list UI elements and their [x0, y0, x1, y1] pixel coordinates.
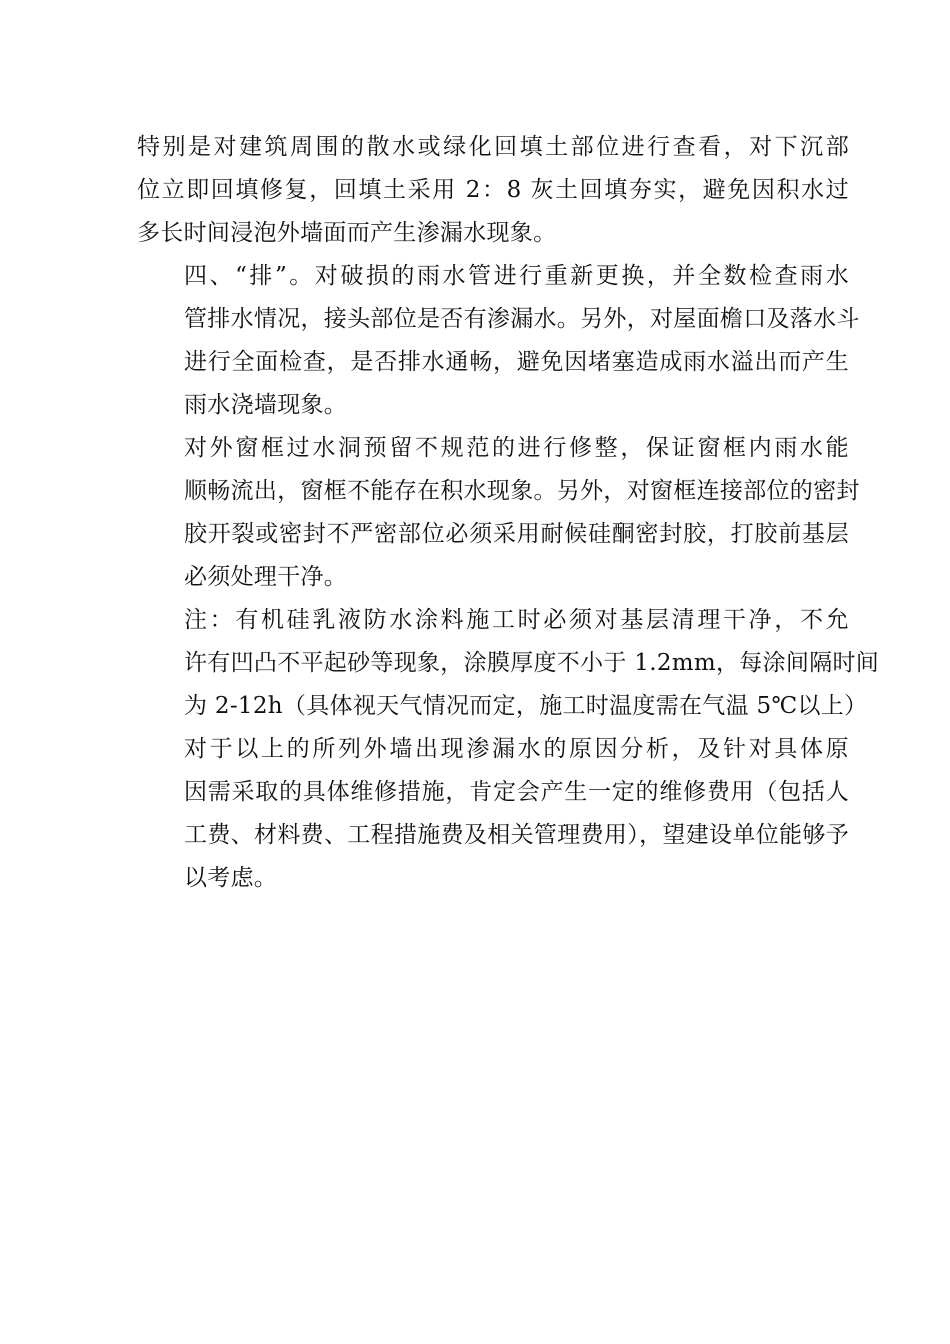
- paragraph-window-frames: [137, 427, 860, 599]
- text-line: 胶开裂或密封不严密部位必须采用耐候硅酮密封胶，打胶前基层: [184, 521, 849, 547]
- text-line: 特别是对建筑周围的散水或绿化回填土部位进行查看，对下沉部: [137, 134, 849, 160]
- text-line: 必须处理干净。: [184, 564, 348, 590]
- text-line: 雨水浇墙现象。: [184, 392, 348, 418]
- text-line: 多长时间浸泡外墙面而产生渗漏水现象。: [137, 220, 557, 246]
- text-line: 对外窗框过水洞预留不规范的进行修整，保证窗框内雨水能: [184, 435, 849, 461]
- paragraph-repair-costs: [137, 728, 849, 900]
- text-line: 许有凹凸不平起砂等现象，涂膜厚度不小于 1.2mm，每涂间隔时间: [184, 650, 880, 676]
- text-line: 因需采取的具体维修措施，肯定会产生一定的维修费用（包括人: [184, 779, 849, 805]
- text-line: 管排水情况，接头部位是否有渗漏水。另外，对屋面檐口及落水斗: [184, 306, 860, 332]
- text-line: 进行全面检查，是否排水通畅，避免因堵塞造成雨水溢出而产生: [184, 349, 849, 375]
- text-line: 位立即回填修复，回填土采用 2：8 灰土回填夯实，避免因积水过: [137, 177, 849, 203]
- text-line: 以考虑。: [184, 865, 278, 891]
- paragraph-coating-note: [137, 599, 880, 728]
- text-line: 四、“排”。对破损的雨水管进行重新更换，并全数检查雨水: [184, 263, 849, 289]
- text-line: 顺畅流出，窗框不能存在积水现象。另外，对窗框连接部位的密封: [184, 478, 860, 504]
- text-line: 注：有机硅乳液防水涂料施工时必须对基层清理干净，不允: [184, 607, 849, 633]
- text-line: 对于以上的所列外墙出现渗漏水的原因分析，及针对具体原: [184, 736, 849, 762]
- text-line: 为 2-12h（具体视天气情况而定，施工时温度需在气温 5℃以上）: [184, 693, 868, 719]
- document-body: [137, 126, 880, 900]
- paragraph-rainwater-pipes: [137, 255, 860, 427]
- paragraph-drainage-backfill: [137, 126, 849, 255]
- text-line: 工费、材料费、工程措施费及相关管理费用），望建设单位能够予: [184, 822, 849, 848]
